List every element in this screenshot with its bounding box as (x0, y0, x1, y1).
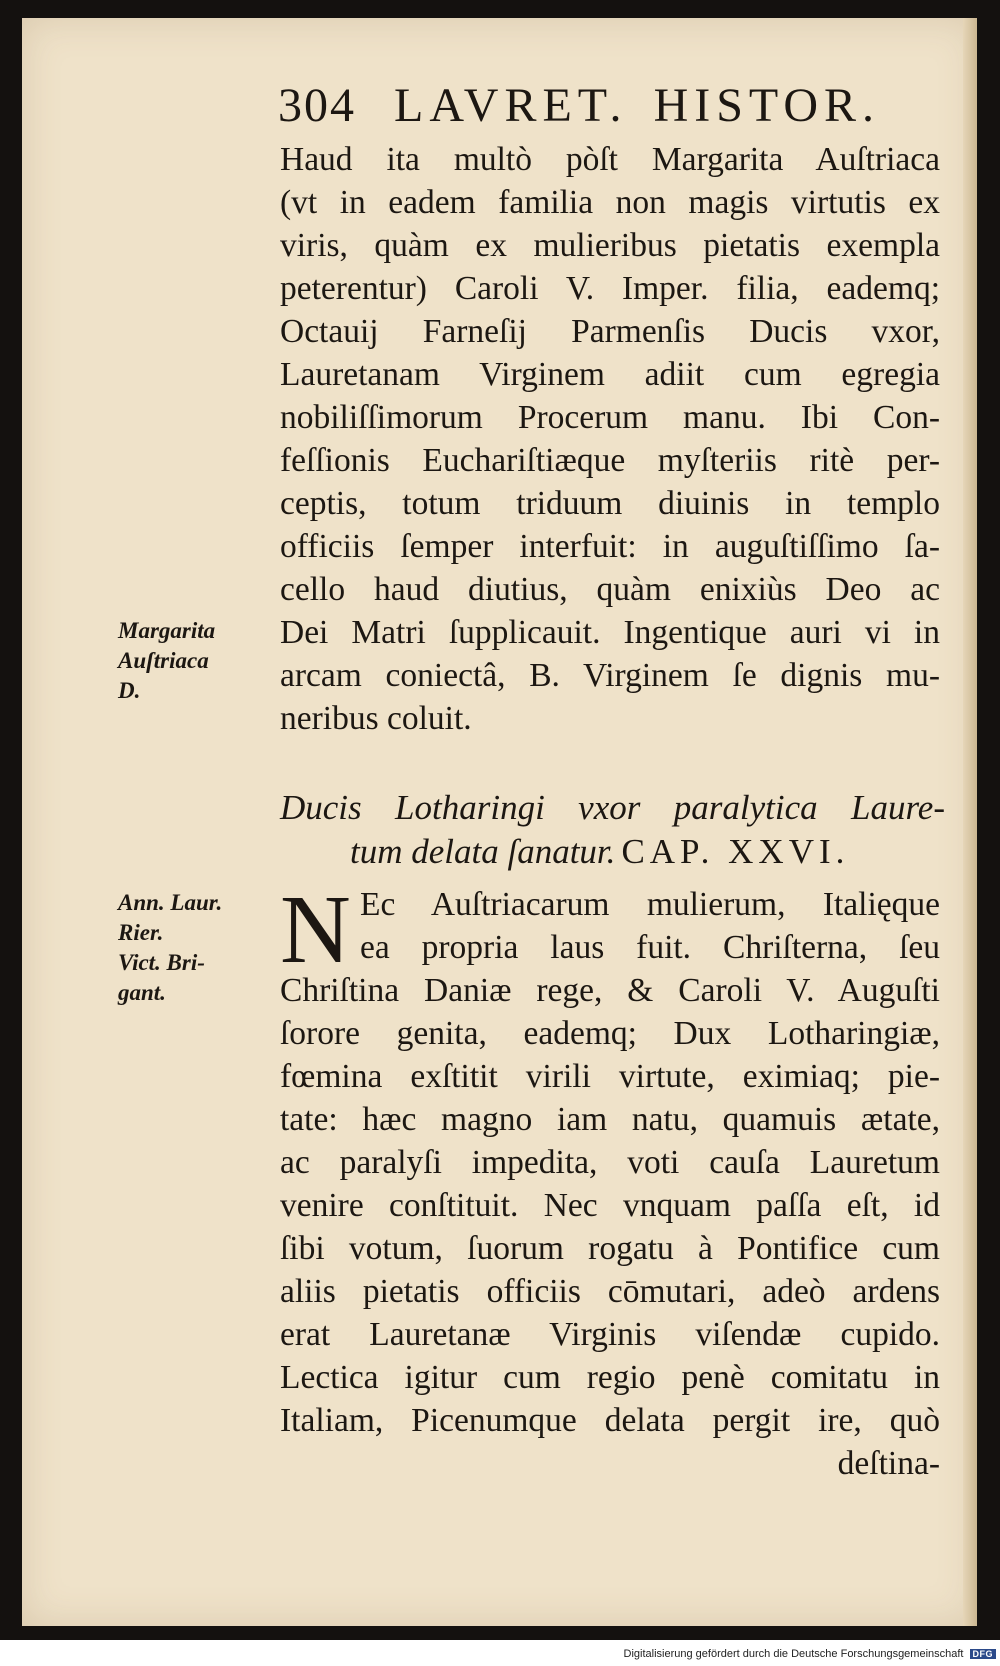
digitization-footer (0, 1648, 1000, 1666)
text-line: ſorore genita, eademq; Dux Lotharingiæ, (280, 1015, 940, 1052)
margin-note-line: D. (118, 678, 141, 703)
text-line: ac paralyſi impedita, voti cauſa Lauretum (280, 1144, 940, 1181)
text-line: arcam coniectâ, B. Virginem ſe dignis mu- (280, 657, 940, 694)
paragraph-2 (280, 876, 940, 1485)
text-line: Haud ita multò pòſt Margarita Auſtriaca (280, 141, 940, 178)
text-line: Chriſtina Daniæ rege, & Caroli V. Auguſti (280, 972, 940, 1009)
page-number: 304 (278, 79, 356, 132)
margin-note-line: Ann. Laur. (118, 890, 223, 915)
text-line: ea propria laus fuit. Chriſterna, ſeu (360, 929, 940, 966)
dfg-logo: DFG (970, 1649, 997, 1659)
text-line: feſſionis Euchariſtiæque myſteriis ritè per- (280, 442, 940, 479)
text-line: ſibi votum, ſuorum rogatu à Pontifice cum (280, 1230, 940, 1267)
paragraph-1 (280, 138, 940, 740)
text-line: viris, quàm ex mulieribus pietatis exempla (280, 227, 940, 264)
text-line: Lectica igitur cum regio penè comitatu in (280, 1359, 940, 1396)
chapter-heading (280, 786, 945, 874)
text-line: nobiliſſimorum Procerum manu. Ibi Con- (280, 399, 940, 436)
text-line: (vt in eadem familia non magis virtutis ex (280, 184, 940, 221)
text-line: cello haud diutius, quàm enixiùs Deo ac (280, 571, 940, 608)
margin-note-reference (118, 888, 222, 1008)
running-header (278, 78, 958, 133)
text-line: Dei Matri ſupplicauit. Ingentique auri vi in (280, 614, 940, 651)
catchword: deſtina- (837, 1445, 940, 1482)
text-line: venire conſtituit. Nec vnquam paſſa eſt, id (280, 1187, 940, 1224)
footer-text: Digitalisierung gefördert durch die Deutsche Forschungsgemeinschaft (623, 1648, 964, 1660)
text-line: neribus coluit. (280, 700, 472, 737)
margin-note-line: gant. (118, 980, 166, 1005)
text-line: Italiam, Picenumque delata pergit ire, quò (280, 1402, 940, 1439)
text-line: tate: hæc magno iam natu, quamuis ætate, (280, 1101, 940, 1138)
text-line: ceptis, totum triduum diuinis in templo (280, 485, 940, 522)
margin-note-line: Rier. (118, 920, 164, 945)
text-line: aliis pietatis officiis cōmutari, adeò ardens (280, 1273, 940, 1310)
text-line: officiis ſemper interfuit: in auguſtiſſimo ſa- (280, 528, 940, 565)
chapter-heading-line-1: Ducis Lotharingi vxor paralytica Laure- (280, 788, 945, 827)
chapter-heading-line-2 (280, 830, 945, 874)
margin-note-line: Auſtriaca (118, 648, 209, 673)
header-title-part-1: LAVRET. (394, 79, 628, 132)
text-line: Lauretanam Virginem adiit cum egregia (280, 356, 940, 393)
chapter-number: CAP. XXVI. (621, 832, 850, 871)
margin-note-margarita (118, 616, 215, 706)
text-line: fœmina exſtitit virili virtute, eximiaq; pie- (280, 1058, 940, 1095)
text-line: Ec Auſtriacarum mulierum, Italięque (360, 886, 940, 923)
text-line: erat Lauretanæ Virginis viſendæ cupido. (280, 1316, 940, 1353)
chapter-heading-line-2-text: tum delata ſanatur. (350, 832, 616, 871)
header-title-part-2: HISTOR. (653, 79, 881, 132)
text-line: Octauij Farneſij Parmenſis Ducis vxor, (280, 313, 940, 350)
margin-note-line: Margarita (118, 618, 216, 643)
margin-note-line: Vict. Bri- (118, 950, 205, 975)
drop-cap: N (280, 876, 351, 984)
text-line: peterentur) Caroli V. Imper. filia, eademq; (280, 270, 940, 307)
page-edge (963, 18, 977, 1626)
